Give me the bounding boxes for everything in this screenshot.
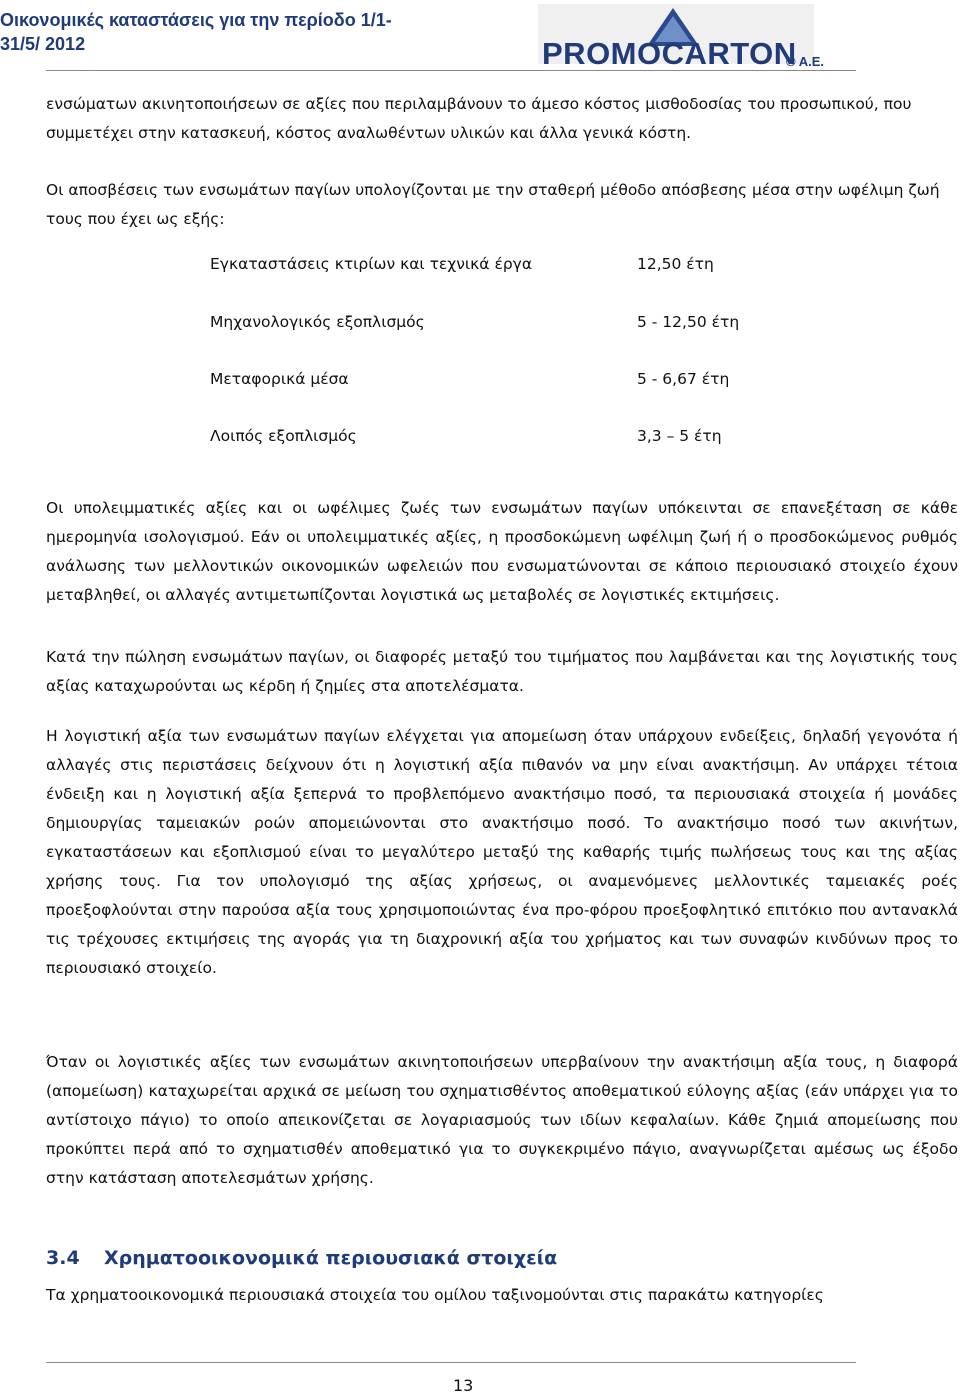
depreciation-useful-life: 5 - 6,67 έτη [637,370,730,388]
depreciation-asset-label: Λοιπός εξοπλισμός [210,427,357,445]
paragraph-capitalized-costs: ενσώματων ακινητοποιήσεων σε αξίες που περιλαμβάνουν το άμεσο κόστος μισθοδοσίας του προσωπικού, που συμμετέχει στην κατασκευή, κόστος αναλωθέντων υλικών και άλλα γενικά κόστη. [46,95,912,142]
section-heading [46,1247,557,1269]
paragraph-financial-assets-intro: Τα χρηματοοικονομικά περιουσιακά στοιχεία του ομίλου ταξινομούνται στις παρακάτω κατηγορίες [46,1286,824,1304]
paragraph-depreciation-intro: Οι αποσβέσεις των ενσωμάτων παγίων υπολογίζονται με την σταθερή μέθοδο απόσβεσης μέσα στην ωφέλιμη ζωή τους που έχει ως εξής: [46,181,940,228]
footer-divider [46,1362,856,1363]
header-divider [46,70,856,71]
depreciation-asset-label: Εγκαταστάσεις κτιρίων και τεχνικά έργα [210,255,533,273]
paragraph-disposal: Κατά την πώληση ενσωμάτων παγίων, οι διαφορές μεταξύ του τιμήματος που λαμβάνεται και της λογιστικής τους αξίας καταχωρούνται ως κέρδη ή ζημίες στα αποτελέσματα. [46,648,958,695]
depreciation-asset-label: Μεταφορικά μέσα [210,370,349,388]
depreciation-useful-life: 5 - 12,50 έτη [637,313,740,331]
logo-suffix: ® A.E. [786,54,824,69]
logo-text: PROMOCARTON [542,36,797,71]
paragraph-residual-values: Οι υπολειμματικές αξίες και οι ωφέλιμες ζωές των ενσωμάτων παγίων υπόκεινται σε επανεξέταση σε κάθε ημερομηνία ισολογισμού. Εάν οι υπολειμματικές αξίες, η προσδοκώμενη ωφέλιμη ζωή ή ο προσδοκώμενος ρυθμός ανάλωσης των μελλοντικών οικονομικών ωφελειών που ενσωματώνονται σε κάποιο περιουσιακό στοιχείο έχουν μεταβληθεί, οι αλλαγές αντιμετωπίζονται λογιστικά ως μεταβολές σε λογιστικές εκτιμήσεις. [46,499,958,604]
page-number: 13 [453,1376,474,1395]
document-header-title: Οικονομικές καταστάσεις για την περίοδο 1/1-31/5/ 2012 [0,10,392,54]
paragraph-impairment-loss: Όταν οι λογιστικές αξίες των ενσωμάτων ακινητοποιήσεων υπερβαίνουν την ανακτήσιμη αξία τους, η διαφορά (απομείωση) καταχωρείται αρχικά σε μείωση του σχηματισθέντος αποθεματικού εύλογης αξίας (εάν υπάρχει για το αντίστοιχο πάγιο) το οποίο απεικονίζεται σε λογαριασμούς των ιδίων κεφαλαίων. Κάθε ζημιά απομείωσης που προκύπτει περά από το σχηματισθέν αποθεματικό για το συγκεκριμένο πάγιο, αναγνωρίζεται αμέσως ως έξοδο στην κατάσταση αποτελεσμάτων χρήσης. [46,1053,958,1187]
paragraph-impairment: Η λογιστική αξία των ενσωμάτων παγίων ελέγχεται για απομείωση όταν υπάρχουν ενδείξεις, δηλαδή γεγονότα ή αλλαγές στις περιστάσεις δείχνουν ότι η λογιστική αξία πιθανόν να μην είναι ανακτήσιμη. Αν υπάρχει τέτοια ένδειξη και η λογιστική αξία ξεπερνά το προβλεπόμενο ανακτήσιμο ποσό, τα περιουσιακά στοιχεία ή μονάδες δημιουργίας ταμειακών ροών απομειώνονται στο ανακτήσιμο ποσό. Το ανακτήσιμο ποσό των ακινήτων, εγκαταστάσεων και εξοπλισμού είναι το μεγαλύτερο μεταξύ της καθαρής τιμής πωλήσεως τους και της αξίας χρήσης τους. Για τον υπολογισμό της αξίας χρήσεως, οι αναμενόμενες μελλοντικές ταμειακές ροές προεξοφλούνται στην παρούσα αξία τους χρησιμοποιώντας ένα προ-φόρου προεξοφλητικό επιτόκιο που αντανακλά τις τρέχουσες εκτιμήσεις της αγοράς για τη διαχρονική αξία του χρήματος και των συναφών κινδύνων προς το περιουσιακό στοιχείο. [46,727,958,977]
depreciation-asset-label: Μηχανολογικός εξοπλισμός [210,313,425,331]
section-number: 3.4 [46,1247,80,1269]
company-logo [538,4,828,71]
depreciation-useful-life: 12,50 έτη [637,255,714,273]
depreciation-useful-life: 3,3 – 5 έτη [637,427,722,445]
section-title: Χρηματοοικονομικά περιουσιακά στοιχεία [104,1247,558,1269]
